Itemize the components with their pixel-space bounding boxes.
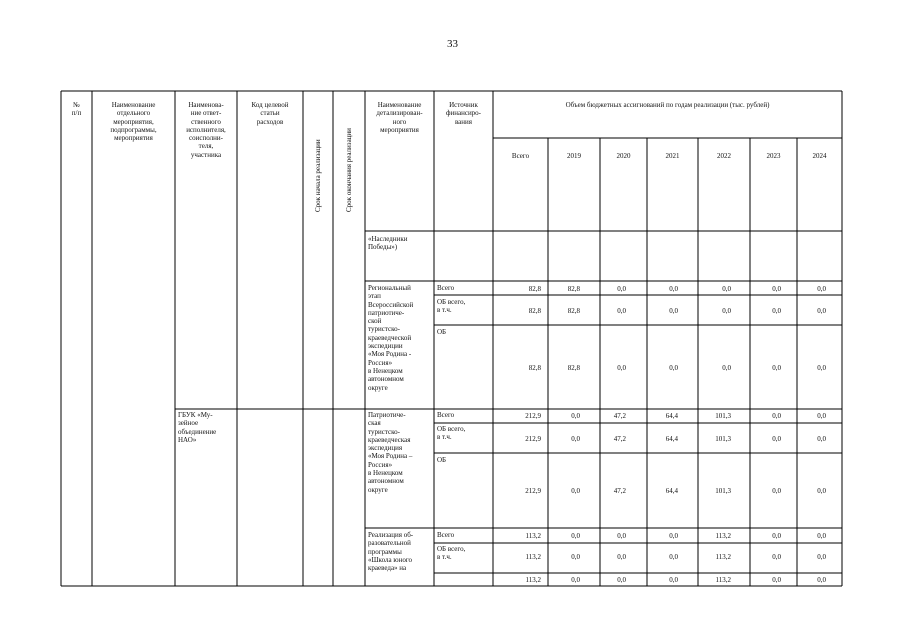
header-year: 2022 — [717, 152, 731, 160]
value-cell: 82,8 — [567, 364, 580, 372]
value-cell: 113,2 — [525, 532, 541, 540]
funding-source: ОБ всего, в т.ч. — [437, 298, 466, 315]
value-cell: 0,0 — [817, 285, 826, 293]
funding-source: Всего — [437, 411, 455, 419]
value-cell: 0,0 — [817, 553, 826, 561]
value-cell: 0,0 — [669, 576, 678, 584]
page-number: 33 — [447, 38, 458, 50]
value-cell: 0,0 — [817, 576, 826, 584]
header-source: Источник финансиро- вания — [445, 101, 482, 126]
value-cell: 113,2 — [525, 553, 541, 561]
value-cell: 0,0 — [772, 307, 781, 315]
value-cell: 0,0 — [817, 435, 826, 443]
header-year: 2021 — [665, 152, 680, 160]
value-cell: 64,4 — [665, 412, 678, 420]
value-cell: 47,2 — [613, 412, 626, 420]
value-cell: 0,0 — [617, 553, 626, 561]
value-cell: 0,0 — [571, 553, 580, 561]
value-cell: 0,0 — [571, 576, 580, 584]
value-cell: 101,3 — [715, 435, 731, 443]
value-cell: 64,4 — [665, 435, 678, 443]
funding-source: Всего — [437, 284, 455, 292]
value-cell: 82,8 — [528, 285, 541, 293]
header-year: 2019 — [567, 152, 581, 160]
value-cell: 82,8 — [528, 364, 541, 372]
value-cell: 101,3 — [715, 412, 731, 420]
header-year: 2024 — [812, 152, 827, 160]
value-cell: 0,0 — [722, 285, 731, 293]
value-cell: 0,0 — [772, 576, 781, 584]
value-cell: 0,0 — [817, 412, 826, 420]
value-cell: 0,0 — [617, 532, 626, 540]
value-cell: 0,0 — [817, 364, 826, 372]
header-detail: Наименование детализирован- ного мероприятия — [376, 101, 423, 134]
funding-source: ОБ — [437, 456, 447, 464]
executor-label: ГБУК «Му- зейное объединение НАО» — [178, 411, 217, 444]
header-continuation: «Наследники Победы») — [368, 235, 408, 252]
value-cell: 0,0 — [772, 435, 781, 443]
value-cell: 113,2 — [715, 553, 731, 561]
value-cell: 113,2 — [715, 576, 731, 584]
value-cell: 0,0 — [772, 364, 781, 372]
header-year: 2020 — [616, 152, 631, 160]
value-cell: 82,8 — [567, 307, 580, 315]
value-cell: 0,0 — [669, 364, 678, 372]
value-cell: 0,0 — [571, 487, 580, 495]
value-cell: 0,0 — [817, 532, 826, 540]
activity-name: Региональный этап Всероссийской патриотиче- ской туристско- краеведческой экспедиции «Моя Родина - Россия» в Ненецком автономном округе — [368, 284, 414, 392]
value-cell: 0,0 — [571, 532, 580, 540]
value-cell: 212,9 — [525, 487, 541, 495]
value-cell: 82,8 — [528, 307, 541, 315]
value-cell: 0,0 — [617, 576, 626, 584]
funding-source: Всего — [437, 531, 455, 539]
value-cell: 0,0 — [669, 553, 678, 561]
funding-source: ОБ всего, в т.ч. — [437, 425, 466, 442]
value-cell: 0,0 — [571, 435, 580, 443]
header-executor: Наименова- ние ответ- ственного исполнителя, соисполни- теля, участника — [186, 101, 226, 159]
header-code: Код целевой статьи расходов — [251, 101, 289, 126]
value-cell: 0,0 — [669, 307, 678, 315]
header-total: Всего — [511, 152, 530, 160]
value-cell: 101,3 — [715, 487, 731, 495]
value-cell: 113,2 — [525, 576, 541, 584]
value-cell: 0,0 — [772, 553, 781, 561]
activity-name: Патриотиче- ская туристско- краеведческая экспедиция «Моя Родина – Россия» в Ненецком автономном округе — [368, 411, 413, 494]
value-cell: 0,0 — [669, 285, 678, 293]
header-end: Срок окончания реализации — [345, 128, 353, 212]
value-cell: 0,0 — [772, 412, 781, 420]
value-cell: 82,8 — [567, 285, 580, 293]
header-start: Срок начала реализации — [314, 139, 322, 212]
value-cell: 212,9 — [525, 412, 541, 420]
value-cell: 47,2 — [613, 435, 626, 443]
header-num: № п/п — [71, 101, 82, 118]
funding-source: ОБ — [437, 328, 447, 336]
value-cell: 0,0 — [817, 307, 826, 315]
header-year: 2023 — [766, 152, 781, 160]
value-cell: 0,0 — [817, 487, 826, 495]
value-cell: 0,0 — [669, 532, 678, 540]
value-cell: 0,0 — [772, 532, 781, 540]
value-cell: 113,2 — [715, 532, 731, 540]
value-cell: 0,0 — [772, 285, 781, 293]
value-cell: 64,4 — [665, 487, 678, 495]
value-cell: 0,0 — [722, 307, 731, 315]
header-budget: Объем бюджетных ассигнований по годам реализации (тыс. рублей) — [565, 101, 770, 109]
value-cell: 0,0 — [571, 412, 580, 420]
value-cell: 0,0 — [772, 487, 781, 495]
value-cell: 212,9 — [525, 435, 541, 443]
value-cell: 47,2 — [613, 487, 626, 495]
value-cell: 0,0 — [617, 307, 626, 315]
value-cell: 0,0 — [617, 285, 626, 293]
value-cell: 0,0 — [617, 364, 626, 372]
header-event-name: Наименование отдельного мероприятия, подпрограммы, мероприятия — [110, 101, 157, 143]
funding-source: ОБ всего, в т.ч. — [437, 545, 466, 562]
activity-name: Реализация об- разовательной программы «Школа юного краеведа» на — [368, 531, 414, 573]
value-cell: 0,0 — [722, 364, 731, 372]
